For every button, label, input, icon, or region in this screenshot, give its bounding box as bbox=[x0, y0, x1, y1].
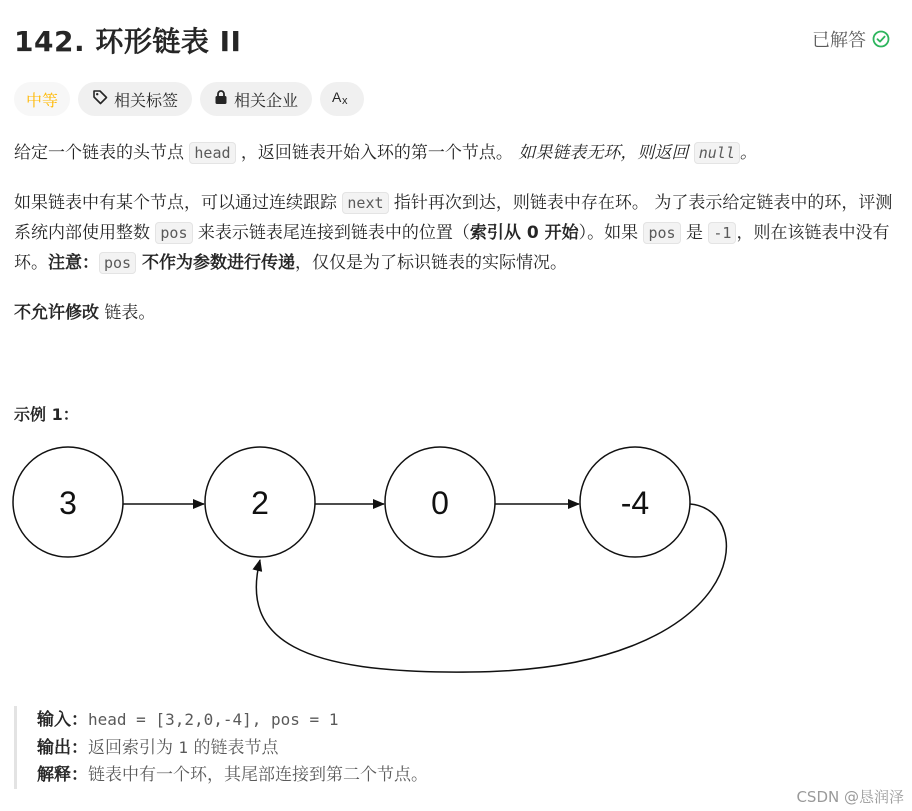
text: 链表。 bbox=[99, 303, 156, 323]
check-circle-icon bbox=[872, 30, 890, 48]
problem-title: 142. 环形链表 II bbox=[14, 25, 242, 58]
text: ，返回链表开始入环的第一个节点。 bbox=[235, 143, 519, 163]
input-label: 输入： bbox=[37, 710, 88, 730]
watermark: CSDN @恳润泽 bbox=[796, 788, 904, 806]
translate-icon bbox=[332, 89, 352, 109]
output-text: 返回索引为 bbox=[88, 738, 179, 758]
explanation-line bbox=[37, 762, 428, 789]
explanation-label: 解释： bbox=[37, 765, 88, 785]
inline-code: null bbox=[694, 142, 740, 164]
svg-text:x: x bbox=[342, 95, 348, 105]
inline-code: pos bbox=[99, 252, 136, 274]
output-text: 的链表节点 bbox=[188, 738, 279, 758]
description-paragraph-1 bbox=[14, 138, 894, 168]
output-code: 1 bbox=[178, 738, 189, 757]
output-line bbox=[37, 734, 428, 762]
text: ，则在该链表中没有环。 bbox=[14, 223, 890, 273]
text: 指针再次到达，则链表中存在环。 为了表示给定链表中的环，评测系统内部使用整数 bbox=[14, 193, 893, 243]
linked-list-diagram bbox=[0, 440, 760, 700]
text: 如果链表中有某个节点，可以通过连续跟踪 bbox=[14, 193, 343, 213]
tag-icon bbox=[92, 89, 108, 109]
node-value: 2 bbox=[251, 485, 269, 521]
example-title: 示例 1： bbox=[14, 405, 79, 424]
input-value: head = [3,2,0,-4], pos = 1 bbox=[88, 710, 339, 729]
text: ，仅仅是为了标识链表的实际情况。 bbox=[295, 253, 568, 273]
description-paragraph-3 bbox=[14, 298, 894, 328]
solved-status bbox=[812, 26, 890, 52]
companies-tag-button[interactable] bbox=[200, 82, 312, 116]
example-io-block bbox=[14, 706, 428, 789]
text: 给定一个链表的头节点 bbox=[14, 143, 190, 163]
companies-tag-label: 相关企业 bbox=[234, 90, 299, 110]
italic-text: 如果链表无环，则返回 bbox=[518, 143, 694, 163]
node-value: 0 bbox=[431, 485, 449, 521]
explanation-value: 链表中有一个环，其尾部连接到第二个节点。 bbox=[88, 765, 428, 785]
lock-icon bbox=[214, 89, 228, 109]
bold-text: 不允许修改 bbox=[14, 303, 99, 323]
inline-code: -1 bbox=[708, 222, 736, 244]
difficulty-label: 中等 bbox=[26, 90, 59, 110]
inline-code: pos bbox=[155, 222, 192, 244]
svg-text:A: A bbox=[332, 89, 342, 105]
difficulty-badge bbox=[14, 82, 70, 116]
inline-code: pos bbox=[643, 222, 680, 244]
input-line bbox=[37, 706, 428, 734]
topics-tag-button[interactable] bbox=[78, 82, 192, 116]
inline-code: head bbox=[189, 142, 235, 164]
description-paragraph-2 bbox=[14, 188, 894, 278]
output-label: 输出： bbox=[37, 738, 88, 758]
translate-button[interactable] bbox=[320, 82, 364, 116]
bold-text: 不作为参数进行传递 bbox=[136, 253, 296, 273]
text: 来表示链表尾连接到链表中的位置（ bbox=[192, 223, 470, 243]
text: ）。如果 bbox=[578, 223, 644, 243]
tag-bar bbox=[14, 82, 364, 116]
solved-label: 已解答 bbox=[812, 30, 866, 51]
node-value: -4 bbox=[620, 485, 650, 521]
topics-tag-label: 相关标签 bbox=[114, 90, 179, 110]
text: 是 bbox=[680, 223, 709, 243]
node-value: 3 bbox=[59, 485, 77, 521]
inline-code: next bbox=[342, 192, 388, 214]
text: 。 bbox=[739, 143, 757, 163]
bold-text: 注意： bbox=[48, 253, 99, 273]
bold-text: 索引从 0 开始 bbox=[469, 223, 579, 243]
